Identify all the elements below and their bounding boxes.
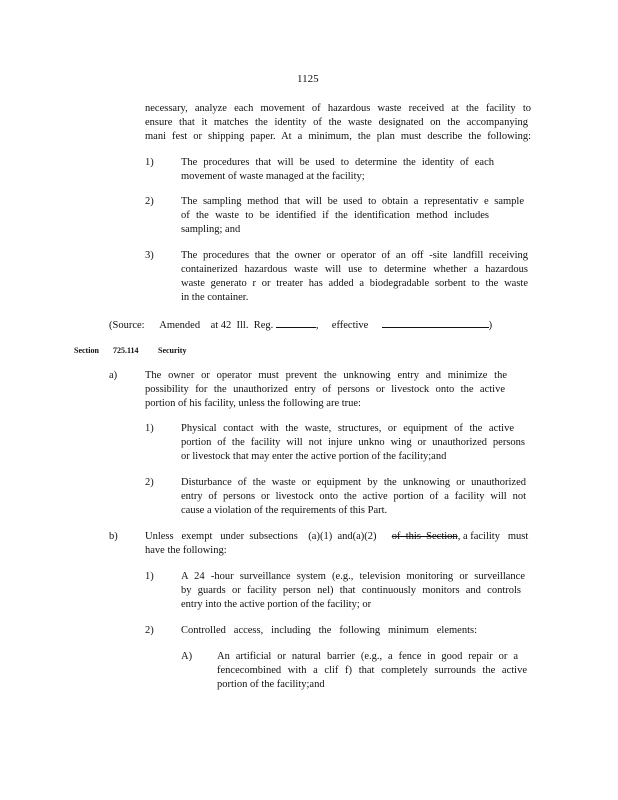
paragraph-b-text-end: , a facility must (457, 531, 529, 542)
struck-text: of this Section (391, 531, 458, 542)
page-number: 1125 (297, 73, 319, 85)
list-number: 1) (145, 157, 154, 168)
list-number: 2) (145, 477, 154, 488)
source-prefix: (Source: (109, 320, 145, 331)
paragraph-line (145, 531, 528, 542)
intro-line: ensure that it matches the identity of the waste designated on the accompanying (145, 117, 528, 128)
source-note (109, 318, 492, 331)
list-item-line: or livestock that may enter the active portion of the facility;and (181, 451, 447, 462)
list-number: 2) (145, 625, 154, 636)
list-number: 3) (145, 250, 154, 261)
list-item-line: The procedures that the owner or operator of an off -site landfill receiving (181, 250, 528, 261)
list-item-line: A 24 -hour surveillance system (e.g., television monitoring or surveillance (181, 571, 525, 582)
list-item-line: The procedures that will be used to determine the identity of each (181, 157, 494, 168)
source-effective: effective (331, 320, 369, 331)
section-label: Section (74, 346, 99, 355)
source-comma: , (315, 320, 319, 331)
list-item-line: portion of the facility will not injure unkno wing or unauthorized persons (181, 437, 525, 448)
paragraph-number: a) (109, 370, 118, 381)
list-item-line: entry of persons or livestock onto the active portion of a facility will not (181, 491, 526, 502)
list-number: 1) (145, 571, 154, 582)
source-amended: Amended at 42 Ill. Reg. (159, 320, 274, 331)
section-number: 725.114 (113, 346, 139, 355)
list-item-line: entry into the active portion of the facility; or (181, 599, 372, 610)
list-item-line: of the waste to be identified if the identification method includes (181, 210, 489, 221)
list-item-line: sampling; and (181, 224, 241, 235)
list-item-line: fencecombined with a clif f) that completely surrounds the active (217, 665, 527, 676)
list-item-line: portion of the facility;and (217, 679, 325, 690)
section-title: Security (158, 346, 187, 355)
intro-line: necessary, analyze each movement of hazardous waste received at the facility to (145, 103, 531, 114)
paragraph-b-text: Unless exempt under subsections (a)(1) and(a)(2) (145, 531, 377, 542)
intro-line: mani fest or shipping paper. At a minimum, the plan must describe the following: (145, 131, 531, 142)
paragraph-line: possibility for the unauthorized entry of persons or livestock onto the active (145, 384, 505, 395)
list-item-line: An artificial or natural barrier (e.g., a fence in good repair or a (217, 651, 518, 662)
list-item-line: Disturbance of the waste or equipment by the unknowing or unauthorized (181, 477, 526, 488)
list-item-line: containerized hazardous waste will use to determine whether a hazardous (181, 264, 528, 275)
paragraph-line: portion of his facility, unless the following are true: (145, 398, 361, 409)
list-item-line: by guards or facility person nel) that continuously monitors and controls (181, 585, 521, 596)
paragraph-line: The owner or operator must prevent the unknowing entry and minimize the (145, 370, 507, 381)
list-item-line: Physical contact with the waste, structures, or equipment of the active (181, 423, 514, 434)
list-number: 1) (145, 423, 154, 434)
paragraph-line: have the following: (145, 545, 227, 556)
effective-date-blank (382, 318, 489, 328)
list-item-line: movement of waste managed at the facility; (181, 171, 365, 182)
list-item-line: cause a violation of the requirements of this Part. (181, 505, 388, 516)
list-number: 2) (145, 196, 154, 207)
list-item-line: The sampling method that will be used to obtain a representativ e sample (181, 196, 524, 207)
register-page-blank (276, 318, 316, 328)
paragraph-number: b) (109, 531, 118, 542)
list-item-line: waste generato r or treater has added a biodegradable sorbent to the waste (181, 278, 528, 289)
source-close: ) (488, 320, 493, 331)
list-item-line: Controlled access, including the following minimum elements: (181, 625, 477, 636)
list-item-line: in the container. (181, 292, 249, 303)
list-number: A) (181, 651, 193, 662)
